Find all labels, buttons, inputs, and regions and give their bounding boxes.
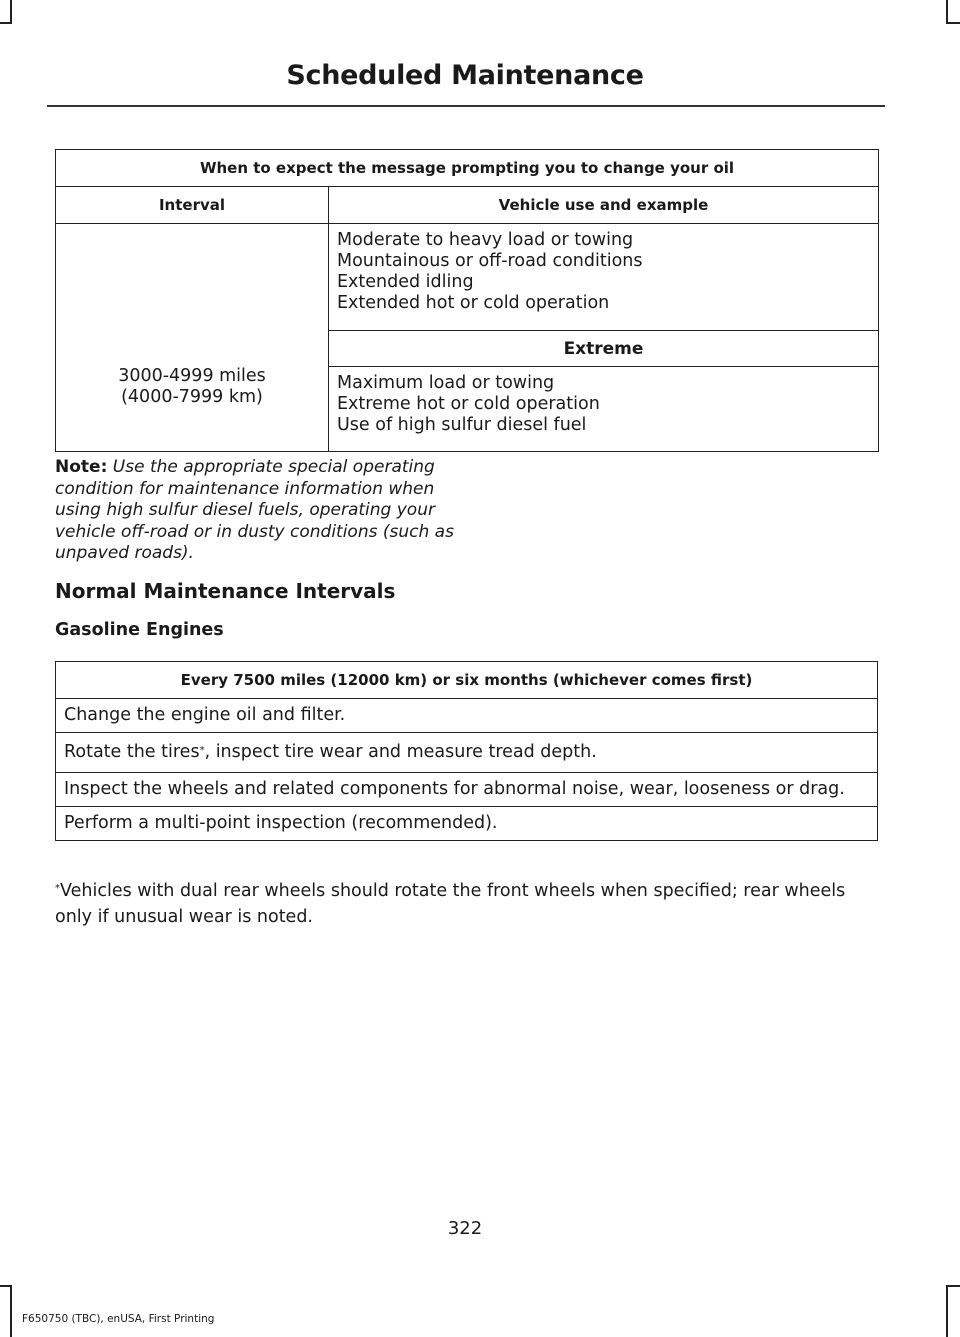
- use-line: Maximum load or towing: [337, 373, 555, 393]
- footer-text: F650750 (TBC), enUSA, First Printing: [22, 1313, 215, 1325]
- column-header-vehicle-use: Vehicle use and example: [329, 187, 879, 224]
- table-row: [56, 807, 878, 841]
- footnote-text: Vehicles with dual rear wheels should rotate the front wheels when specified; rear wheels only if unusual wear is noted.: [55, 881, 846, 927]
- interval-cell: [56, 224, 329, 452]
- crop-mark-top-left: [0, 22, 12, 24]
- cell-text: , inspect tire wear and measure tread depth.: [204, 742, 597, 762]
- cell-text: Rotate the tires: [64, 742, 200, 762]
- table-caption-row: [56, 662, 878, 699]
- extreme-label: Extreme: [329, 331, 879, 367]
- table-cell: Perform a multi-point inspection (recommended).: [56, 807, 878, 841]
- maintenance-interval-table: [55, 661, 878, 841]
- use-line: Extreme hot or cold operation: [337, 394, 600, 414]
- table-row: [56, 699, 878, 733]
- use-line: Moderate to heavy load or towing: [337, 230, 634, 250]
- interval-km: (4000-7999 km): [121, 386, 263, 407]
- title-rule: [47, 105, 885, 107]
- table-row: [56, 733, 878, 773]
- use-line: Mountainous or off-road conditions: [337, 251, 643, 271]
- page-number: 322: [447, 1218, 483, 1239]
- footnote-marker: *: [199, 745, 205, 756]
- vehicle-use-cell: [329, 224, 879, 331]
- table-cell: [56, 733, 878, 773]
- page-title: Scheduled Maintenance: [286, 60, 644, 91]
- crop-mark-top-right: [946, 0, 948, 24]
- subsection-heading: Gasoline Engines: [55, 620, 224, 640]
- table-cell: Inspect the wheels and related components for abnormal noise, wear, looseness or drag.: [56, 773, 878, 807]
- note-text: Use the appropriate special operating condition for maintenance information when using high sulfur diesel fuels, operating your vehicle off-road or in dusty conditions (such as unpaved roads).: [55, 457, 454, 563]
- oil-change-table: [55, 149, 879, 452]
- crop-mark-bottom-right: [946, 1285, 960, 1287]
- table-cell: Change the engine oil and filter.: [56, 699, 878, 733]
- section-heading: Normal Maintenance Intervals: [55, 579, 396, 603]
- column-header-interval: Interval: [56, 187, 329, 224]
- note-label: Note:: [55, 457, 108, 477]
- crop-mark-top-right: [946, 22, 960, 24]
- interval-miles: 3000-4999 miles: [118, 365, 266, 386]
- table-caption: Every 7500 miles (12000 km) or six months (whichever comes first): [56, 662, 878, 699]
- use-line: Extended idling: [337, 272, 474, 292]
- crop-mark-bottom-left: [10, 1285, 12, 1337]
- crop-mark-bottom-right: [946, 1285, 948, 1337]
- table-row: [56, 224, 879, 331]
- vehicle-use-cell: [329, 367, 879, 452]
- table-row: [56, 773, 878, 807]
- footnote: [55, 878, 885, 930]
- note: [55, 457, 475, 565]
- crop-mark-top-left: [10, 0, 12, 24]
- footnote-marker: *: [55, 883, 60, 894]
- table-caption: When to expect the message prompting you to change your oil: [56, 150, 879, 187]
- table-caption-row: [56, 150, 879, 187]
- use-line: Use of high sulfur diesel fuel: [337, 415, 587, 435]
- use-line: Extended hot or cold operation: [337, 293, 610, 313]
- crop-mark-bottom-left: [0, 1285, 12, 1287]
- table-header-row: [56, 187, 879, 224]
